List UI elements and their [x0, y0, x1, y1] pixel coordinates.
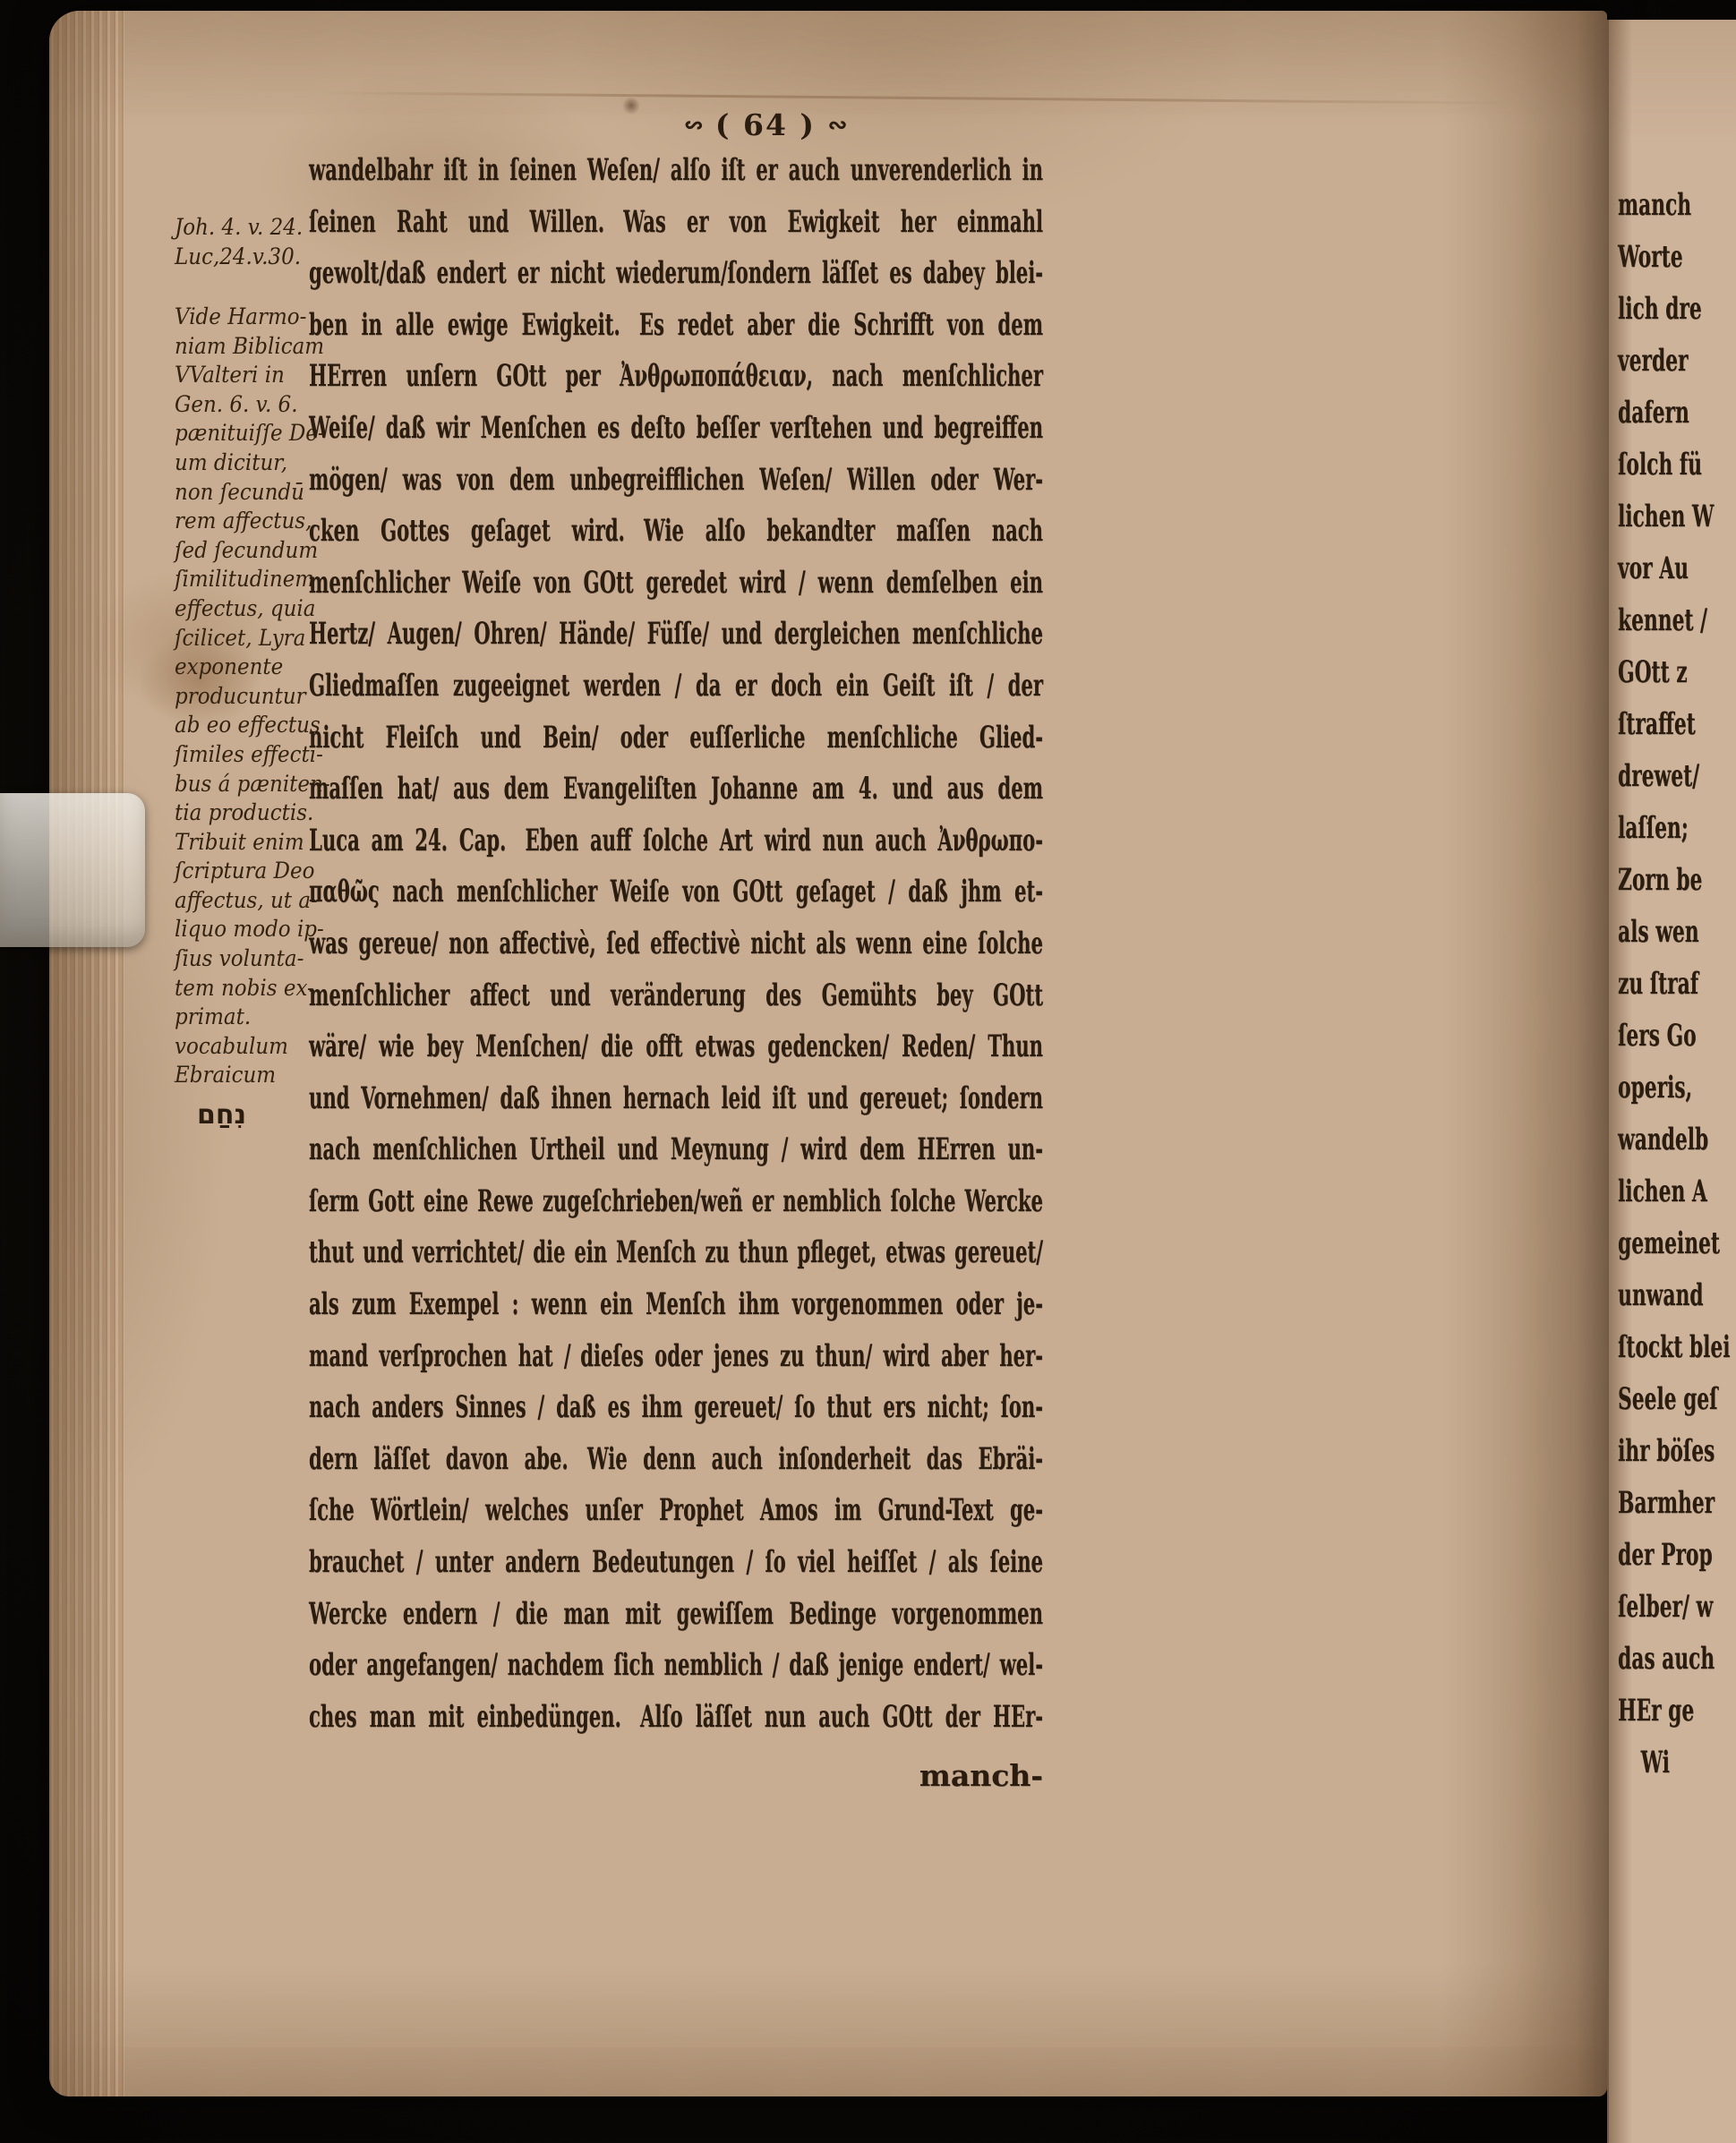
scripture-references — [175, 213, 322, 271]
adjacent-page-text — [1618, 179, 1736, 1789]
margin-note-line: ſcilicet, Lyra — [175, 624, 306, 651]
text-line: menſchlicher affect und veränderung des Gemühts bey GOtt — [309, 977, 1043, 1013]
header-ornament-left: ∾ — [681, 112, 704, 139]
text-fragment-line: drewet/ — [1618, 758, 1700, 794]
text-fragment-line: ſtockt blei — [1618, 1329, 1731, 1365]
paper-crease — [318, 91, 1526, 105]
text-fragment-line: HEr ge — [1618, 1693, 1695, 1729]
text-fragment-line: lichen A — [1618, 1174, 1707, 1209]
margin-note-line: pænituiſſe De- — [175, 420, 325, 447]
text-line: παθῶς nach menſchlicher Weiſe von GOtt geſaget / daß jhm et- — [309, 874, 1043, 910]
margin-reference: Joh. 4. v. 24. — [175, 214, 304, 240]
text-fragment-line: gemeinet — [1618, 1225, 1720, 1261]
text-fragment-line: Seele geſ — [1618, 1381, 1718, 1417]
latin-gloss — [175, 303, 330, 1090]
page-header — [577, 107, 954, 142]
text-line: dern läſſet davon abe. Wie denn auch inſonderheit das Ebräi- — [309, 1440, 1043, 1477]
text-fragment-line: lich dre — [1618, 291, 1702, 327]
text-line: ſeinen Raht und Willen. Was er von Ewigkeit her einmahl — [309, 203, 1043, 240]
margin-note-line: Tribuit enim — [175, 828, 304, 855]
text-fragment-line: vor Au — [1618, 551, 1689, 586]
margin-note-line: ſcriptura Deo — [175, 858, 315, 884]
margin-note-line: VValteri in — [175, 362, 285, 388]
text-fragment-line: Zorn be — [1618, 862, 1703, 898]
text-fragment-line: lichen W — [1618, 499, 1715, 534]
margin-note-line: rem affectus, — [175, 508, 312, 534]
text-line: oder angefangen/ nachdem ſich nemblich / daß jenige endert/ wel- — [309, 1647, 1043, 1684]
margin-note-line: niam Biblicam — [175, 332, 325, 359]
text-fragment-line: verder — [1618, 343, 1689, 379]
page-edges-left — [49, 11, 124, 2096]
text-fragment-line: dafern — [1618, 395, 1689, 431]
margin-note-line: bus á pæniten- — [175, 770, 330, 797]
text-line: mand verſprochen hat / dieſes oder jenes zu thun/ wird aber her- — [309, 1337, 1043, 1374]
text-fragment-line: ſolch fü — [1618, 447, 1702, 482]
adjacent-page — [1607, 20, 1736, 2143]
margin-note-line: ſimilitudinem — [175, 566, 315, 593]
margin-note-line: tia productis. — [175, 799, 314, 826]
text-line: ſche Wörtlein/ welches unſer Prophet Amos im Grund-Text ge- — [309, 1492, 1043, 1529]
text-line: thut und verrichtet/ die ein Menſch zu thun pfleget, etwas gereuet/ — [309, 1234, 1043, 1271]
text-fragment-line: unwand — [1618, 1277, 1704, 1313]
text-fragment-line: ſers Go — [1618, 1018, 1697, 1054]
text-fragment-line: Barmher — [1618, 1485, 1715, 1521]
text-line: Gliedmaſſen zugeeignet werden / da er doch ein Geiſt iſt / der — [309, 667, 1043, 704]
text-fragment-line: Worte — [1618, 239, 1683, 275]
text-line: wandelbahr iſt in ſeinen Weſen/ alſo iſt er auch unverenderlich in — [309, 152, 1043, 188]
text-fragment-line: das auch — [1618, 1641, 1715, 1677]
text-fragment-line: laſſen; — [1618, 810, 1689, 846]
margin-note-line: ſimiles effecti- — [175, 740, 323, 767]
page-number: ( 64 ) — [714, 107, 817, 142]
text-fragment-line: ſelber/ w — [1618, 1589, 1714, 1625]
margin-note-line: ſed ſecundum — [175, 536, 319, 563]
text-line: HErren unſern GOtt per Ἀνθρωποπάθειαν, nach menſchlicher — [309, 358, 1043, 395]
text-line: gewolt/daß endert er nicht wiederum/ſondern läſſet es dabey blei- — [309, 255, 1043, 292]
margin-note-line: primat. — [175, 1003, 252, 1030]
text-line: Hertz/ Augen/ Ohren/ Hände/ Füſſe/ und dergleichen menſchliche — [309, 616, 1043, 653]
text-line: ches man mit einbedüngen. Alſo läſſet nun auch GOtt der HEr- — [309, 1698, 1043, 1735]
text-fragment-line: GOtt z — [1618, 654, 1688, 690]
text-line: menſchlicher Weiſe von GOtt geredet wird / wenn demſelben ein — [309, 564, 1043, 601]
margin-note-line: effectus, quia — [175, 594, 316, 621]
margin-note-line: Ebraicum — [175, 1062, 277, 1089]
margin-note-line: exponente — [175, 653, 284, 680]
main-text — [309, 145, 1043, 1743]
text-fragment-line: ſtraffet — [1618, 706, 1696, 742]
margin-note-line: vocabulum — [175, 1032, 288, 1059]
text-fragment-line: ihr böſes — [1618, 1433, 1715, 1469]
text-line: Luca am 24. Cap. Eben auff ſolche Art wird nun auch Ἀνθρωπο- — [309, 822, 1043, 858]
margin-note-line: tem nobis ex- — [175, 974, 314, 1001]
text-fragment-line: Wi — [1640, 1745, 1670, 1780]
text-line: nach menſchlichen Urtheil und Meynung / wird dem HErren un- — [309, 1131, 1043, 1168]
margin-note-line: non ſecundū — [175, 478, 304, 505]
bookmark-tab — [0, 793, 145, 947]
text-line: nicht Fleiſch und Bein/ oder euſſerliche menſchliche Glied- — [309, 719, 1043, 756]
text-line: brauchet / unter andern Bedeutungen / ſo viel heiſſet / als ſeine — [309, 1544, 1043, 1581]
text-line: ben in alle ewige Ewigkeit. Es redet aber die Schrifft von dem — [309, 306, 1043, 343]
text-line: maſſen hat/ aus dem Evangeliſten Johanne am 4. und aus dem — [309, 771, 1043, 807]
text-line: Wercke endern / die man mit gewiſſem Bedinge vorgenommen — [309, 1595, 1043, 1632]
text-fragment-line: wandelb — [1618, 1122, 1709, 1157]
text-line: wäre/ wie bey Menſchen/ die offt etwas gedencken/ Reden/ Thun — [309, 1029, 1043, 1065]
hebrew-word: נִחַם — [197, 1099, 247, 1131]
text-line: Weiſe/ daß wir Menſchen es deſto beſſer verſtehen und begreiffen — [309, 409, 1043, 446]
text-fragment-line: als wen — [1618, 914, 1699, 950]
text-fragment-line: der Prop — [1618, 1537, 1713, 1573]
text-fragment-line: manch — [1618, 187, 1692, 223]
margin-note-line: ſius volunta- — [175, 945, 304, 972]
text-line: cken Gottes geſaget wird. Wie alſo bekandter maſſen nach — [309, 513, 1043, 550]
text-line: was gereue/ non affectivè, ſed effectivè nicht als wenn eine ſolche — [309, 925, 1043, 961]
text-line: und Vornehmen/ daß ihnen hernach leid iſt und gereuet; ſondern — [309, 1080, 1043, 1116]
text-fragment-line: kennet / — [1618, 602, 1707, 638]
text-line: mögen/ was von dem unbegreifflichen Weſen/ Willen oder Wer- — [309, 461, 1043, 498]
margin-reference: Luc,24.v.30. — [175, 243, 302, 269]
book-page — [49, 11, 1607, 2096]
text-fragment-line: zu ſtraf — [1618, 966, 1699, 1002]
catchword: manch- — [919, 1758, 1043, 1793]
text-line: ſerm Gott eine Rewe zugeſchrieben/weñ er nemblich ſolche Wercke — [309, 1182, 1043, 1219]
text-line: als zum Exempel : wenn ein Menſch ihm vorgenommen oder je- — [309, 1286, 1043, 1323]
margin-note-line: um dicitur, — [175, 448, 288, 475]
margin-note-line: liquo modo ip- — [175, 916, 324, 943]
margin-note-line: producuntur — [175, 682, 306, 709]
margin-note-line: affectus, ut a- — [175, 886, 318, 913]
gutter-shadow — [1441, 11, 1607, 2096]
text-fragment-line: operis, — [1618, 1070, 1693, 1106]
margin-note-line: ab eo effectus — [175, 712, 321, 739]
margin-note-line: Gen. 6. v. 6. — [175, 390, 298, 417]
header-ornament-right: ∾ — [827, 112, 850, 139]
margin-note-line: Vide Harmo- — [175, 303, 307, 329]
text-line: nach anders Sinnes / daß es ihm gereuet/ ſo thut ers nicht; ſon- — [309, 1389, 1043, 1426]
